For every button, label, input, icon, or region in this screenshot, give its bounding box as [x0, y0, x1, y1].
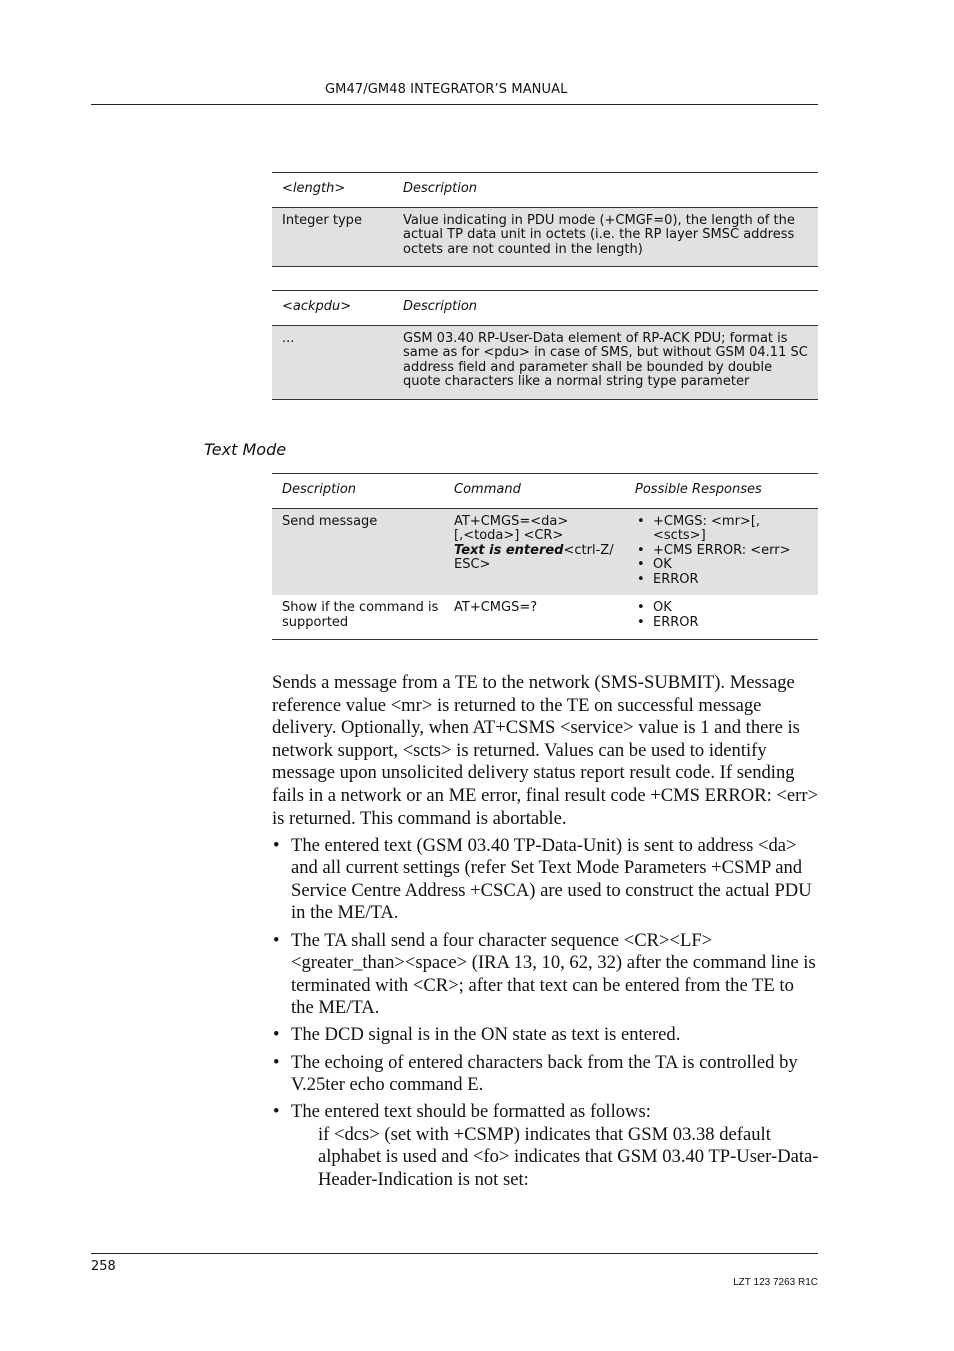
response-item: • +CMS ERROR: <err> [635, 544, 808, 559]
table-row [272, 326, 818, 400]
bullet-item: • The entered text should be formatted as follows: [272, 1101, 820, 1124]
header-divider [91, 104, 818, 105]
table-header [272, 290, 818, 326]
page-number: 258 [91, 1259, 116, 1274]
response-list [635, 515, 808, 588]
cell-command: AT+CMGS=? [454, 600, 538, 615]
response-list [635, 601, 808, 630]
running-header: GM47/GM48 INTEGRATOR’S MANUAL [325, 82, 568, 97]
bullet-item: • The entered text (GSM 03.40 TP-Data-Unit) is sent to address <da> and all current settings (refer Set Text Mode Parameters +CSMP and Service Centre Address +CSCA) are used to construct the actual PDU in the ME/TA. [272, 835, 820, 925]
table-row [272, 595, 818, 640]
response-item: • +CMGS: <mr>[,<scts>] [635, 515, 808, 544]
command-line [454, 544, 635, 559]
table-row [272, 509, 818, 596]
response-item: • OK [635, 601, 808, 616]
header-description: Description [403, 181, 478, 196]
bullet-list [272, 835, 820, 1124]
section-title: Text Mode [204, 440, 287, 459]
text-mode-command-table [272, 473, 818, 640]
cell-responses [635, 515, 808, 588]
header-description: Description [282, 482, 357, 497]
bullet-item: • The DCD signal is in the ON state as text is entered. [272, 1024, 820, 1047]
cell-value: Integer type [282, 212, 362, 228]
header-description: Description [403, 299, 478, 314]
response-item: • ERROR [635, 616, 808, 631]
table-header [272, 473, 818, 509]
indented-paragraph: if <dcs> (set with +CSMP) indicates that GSM 03.38 default alphabet is used and <fo> indicates that GSM 03.40 TP-User-Data-Header-Indication is not set: [318, 1123, 819, 1190]
response-item: • OK [635, 558, 808, 573]
response-item: • ERROR [635, 573, 808, 588]
command-emphasis: Text is entered [454, 542, 564, 558]
header-parameter: <length> [282, 181, 346, 196]
cell-responses [635, 601, 808, 630]
header-parameter: <ackpdu> [282, 299, 352, 314]
command-line: AT+CMGS=<da> [454, 513, 569, 529]
document-code: LZT 123 7263 R1C [733, 1277, 818, 1288]
length-parameter-table [272, 172, 818, 267]
body-text [272, 672, 820, 1192]
cell-command [454, 515, 635, 588]
bullet-item: • The echoing of entered characters back from the TA is controlled by V.25ter echo command E. [272, 1052, 820, 1097]
command-line: ESC> [454, 557, 491, 572]
header-responses: Possible Responses [635, 482, 762, 497]
command-line: [,<toda>] <CR> [454, 528, 564, 543]
cell-description: Value indicating in PDU mode (+CMGF=0), the length of the actual TP data unit in octets (i.e. the RP layer SMSC address octets are not counted in the length) [403, 212, 795, 257]
cell-description: GSM 03.40 RP-User-Data element of RP-ACK PDU; format is same as for <pdu> in case of SMS, but without GSM 04.11 SC address field and parameter shall be bounded by double quote characters like a normal string type parameter [403, 330, 808, 389]
table-header [272, 172, 818, 208]
intro-paragraph: Sends a message from a TE to the network (SMS-SUBMIT). Message reference value <mr> is returned to the TE on successful message delivery. Optionally, when AT+CSMS <service> value is 1 and there is network support, <scts> is returned. Values can be used to identify message upon unsolicited delivery status report result code. If sending fails in a network or an ME error, final result code +CMS ERROR: <err> is returned. This command is abortable. [272, 672, 819, 829]
command-fragment: <ctrl-Z/ [563, 542, 614, 558]
ackpdu-parameter-table [272, 290, 818, 400]
header-command: Command [454, 482, 521, 497]
footer-divider [91, 1253, 818, 1254]
cell-value: ... [282, 330, 295, 346]
cell-description: Send message [282, 513, 378, 529]
bullet-item: • The TA shall send a four character sequence <CR><LF><greater_than><space> (IRA 13, 10, 62, 32) after the command line is terminated with <CR>; after that text can be entered from the TE to the ME/TA. [272, 930, 820, 1020]
table-row [272, 208, 818, 268]
cell-description: Show if the command is supported [282, 600, 439, 630]
